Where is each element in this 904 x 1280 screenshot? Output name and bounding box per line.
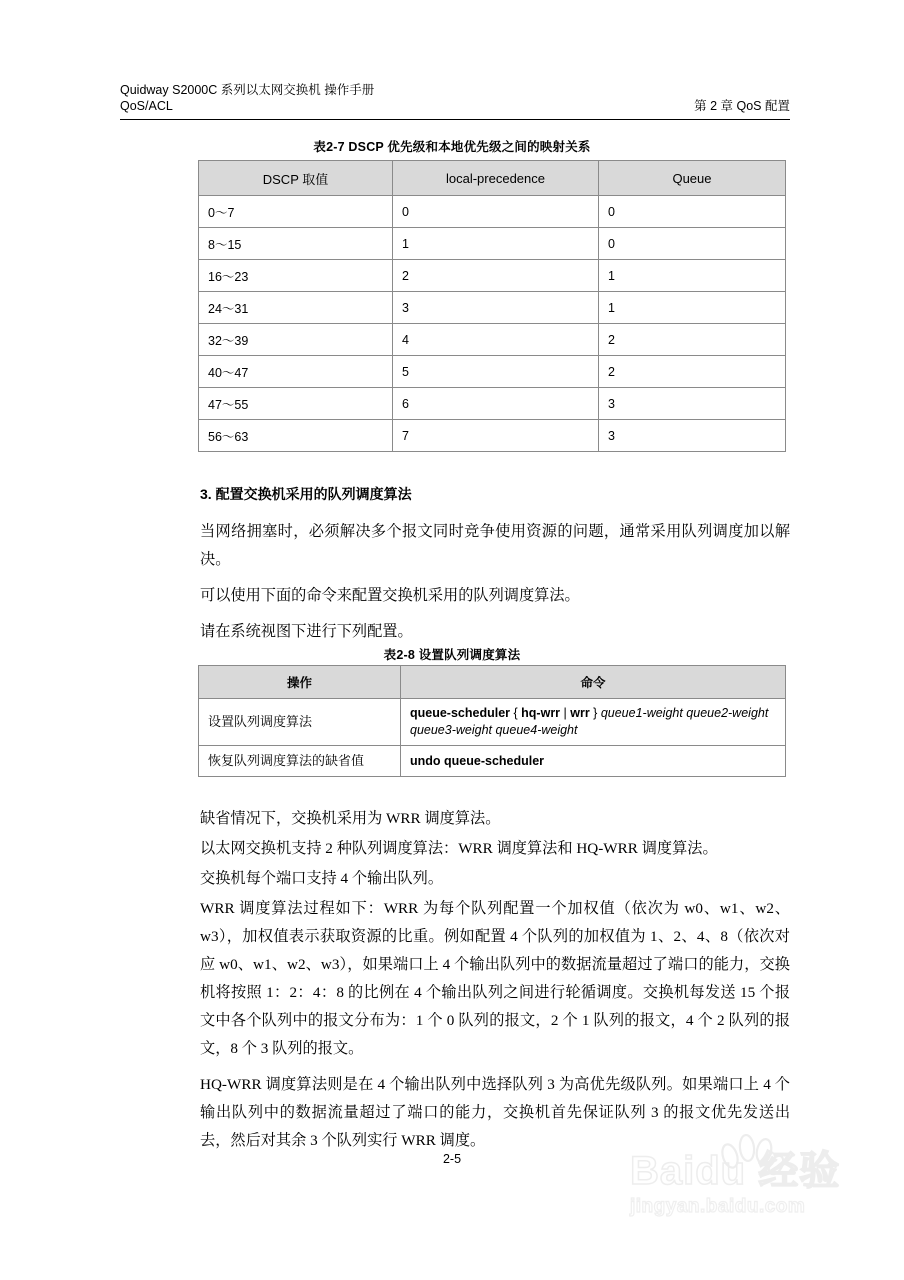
body-paragraph-3: 交换机每个端口支持 4 个输出队列。 — [200, 870, 443, 887]
queue-scheduler-command-table — [198, 665, 786, 777]
page-number: 2-5 — [442, 1152, 462, 1166]
cell-queue: 1 — [599, 292, 786, 324]
table-row — [199, 388, 786, 420]
column-header-dscp: DSCP 取值 — [199, 161, 393, 196]
header-second-row — [120, 98, 790, 114]
table-row — [199, 746, 786, 777]
cell-command: queue-scheduler { hq-wrr | wrr } queue1-weight queue2-weight queue3-weight queue4-weight — [401, 699, 786, 746]
section-paragraph-3: 请在系统视图下进行下列配置。 — [200, 623, 413, 640]
watermark-url: jingyan.baidu.com — [630, 1196, 806, 1217]
column-header-operation: 操作 — [199, 666, 401, 699]
body-paragraph-4: WRR 调度算法过程如下：WRR 为每个队列配置一个加权值（依次为 w0、w1、w2、w3），加权值表示获取资源的比重。例如配置 4 个队列的加权值为 1、2、4、8（依次对应 w0、w1、w2、w3），如果端口上 4 个输出队列中的数据流量超过了端口的能力，交换机将按照 1：2：4：8 的比例在 4 个输出队列之间进行轮循调度。交换机每发送 15 个报文中各个队列中的报文分布为：1 个 0 队列的报文，2 个 1 队列的报文，4 个 2 队列的报文，8 个 3 队列的报文。 — [200, 900, 790, 1057]
section-queue-scheduling — [200, 484, 790, 654]
section-heading: 3. 配置交换机采用的队列调度算法 — [200, 486, 412, 502]
table-row — [199, 356, 786, 388]
cell-dscp: 16～23 — [199, 260, 393, 292]
table-header-row — [199, 666, 786, 699]
body-text-block — [200, 805, 790, 1163]
running-header — [120, 82, 790, 114]
table-header-row — [199, 161, 786, 196]
cell-local-precedence: 7 — [393, 420, 599, 452]
cell-queue: 1 — [599, 260, 786, 292]
cell-queue: 0 — [599, 196, 786, 228]
dscp-priority-mapping-table — [198, 160, 786, 452]
cell-local-precedence: 0 — [393, 196, 599, 228]
cell-dscp: 47～55 — [199, 388, 393, 420]
cell-local-precedence: 2 — [393, 260, 599, 292]
body-paragraph-1: 缺省情况下，交换机采用为 WRR 调度算法。 — [200, 810, 501, 827]
cell-queue: 3 — [599, 420, 786, 452]
section-paragraph-2: 可以使用下面的命令来配置交换机采用的队列调度算法。 — [200, 587, 580, 604]
cell-queue: 2 — [599, 324, 786, 356]
cell-dscp: 0～7 — [199, 196, 393, 228]
column-header-local-precedence: local-precedence — [393, 161, 599, 196]
table-row — [199, 292, 786, 324]
cell-dscp: 8～15 — [199, 228, 393, 260]
section-paragraph-1: 当网络拥塞时，必须解决多个报文同时竞争使用资源的问题，通常采用队列调度加以解决。 — [200, 523, 790, 568]
table-row — [199, 228, 786, 260]
table-row — [199, 196, 786, 228]
table-row — [199, 324, 786, 356]
table-2-8-caption: 表2-8 设置队列调度算法 — [383, 648, 521, 662]
body-paragraph-5: HQ-WRR 调度算法则是在 4 个输出队列中选择队列 3 为高优先级队列。如果端口上 4 个输出队列中的数据流量超过了端口的能力，交换机首先保证队列 3 的报文优先发送出去，然后对其余 3 个队列实行 WRR 调度。 — [200, 1076, 790, 1149]
cell-dscp: 40～47 — [199, 356, 393, 388]
watermark-brand: Baidu 经验 — [630, 1149, 841, 1193]
cell-local-precedence: 6 — [393, 388, 599, 420]
cell-operation: 设置队列调度算法 — [199, 699, 401, 746]
header-section-label: QoS/ACL — [120, 99, 173, 113]
header-chapter-label: 第 2 章 QoS 配置 — [694, 99, 790, 113]
table-row — [199, 420, 786, 452]
table-row — [199, 260, 786, 292]
cell-queue: 0 — [599, 228, 786, 260]
cell-local-precedence: 4 — [393, 324, 599, 356]
cell-local-precedence: 5 — [393, 356, 599, 388]
cell-local-precedence: 1 — [393, 228, 599, 260]
column-header-command: 命令 — [401, 666, 786, 699]
body-paragraph-2: 以太网交换机支持 2 种队列调度算法：WRR 调度算法和 HQ-WRR 调度算法。 — [200, 840, 718, 857]
header-rule — [120, 119, 790, 120]
cell-queue: 3 — [599, 388, 786, 420]
cell-queue: 2 — [599, 356, 786, 388]
cell-dscp: 32～39 — [199, 324, 393, 356]
cell-local-precedence: 3 — [393, 292, 599, 324]
table-2-7-caption: 表2-7 DSCP 优先级和本地优先级之间的映射关系 — [313, 140, 591, 154]
header-manual-title: Quidway S2000C 系列以太网交换机 操作手册 — [120, 83, 375, 97]
cell-dscp: 56～63 — [199, 420, 393, 452]
cell-dscp: 24～31 — [199, 292, 393, 324]
cell-operation: 恢复队列调度算法的缺省值 — [199, 746, 401, 777]
column-header-queue: Queue — [599, 161, 786, 196]
table-row — [199, 699, 786, 746]
cell-command: undo queue-scheduler — [401, 746, 786, 777]
